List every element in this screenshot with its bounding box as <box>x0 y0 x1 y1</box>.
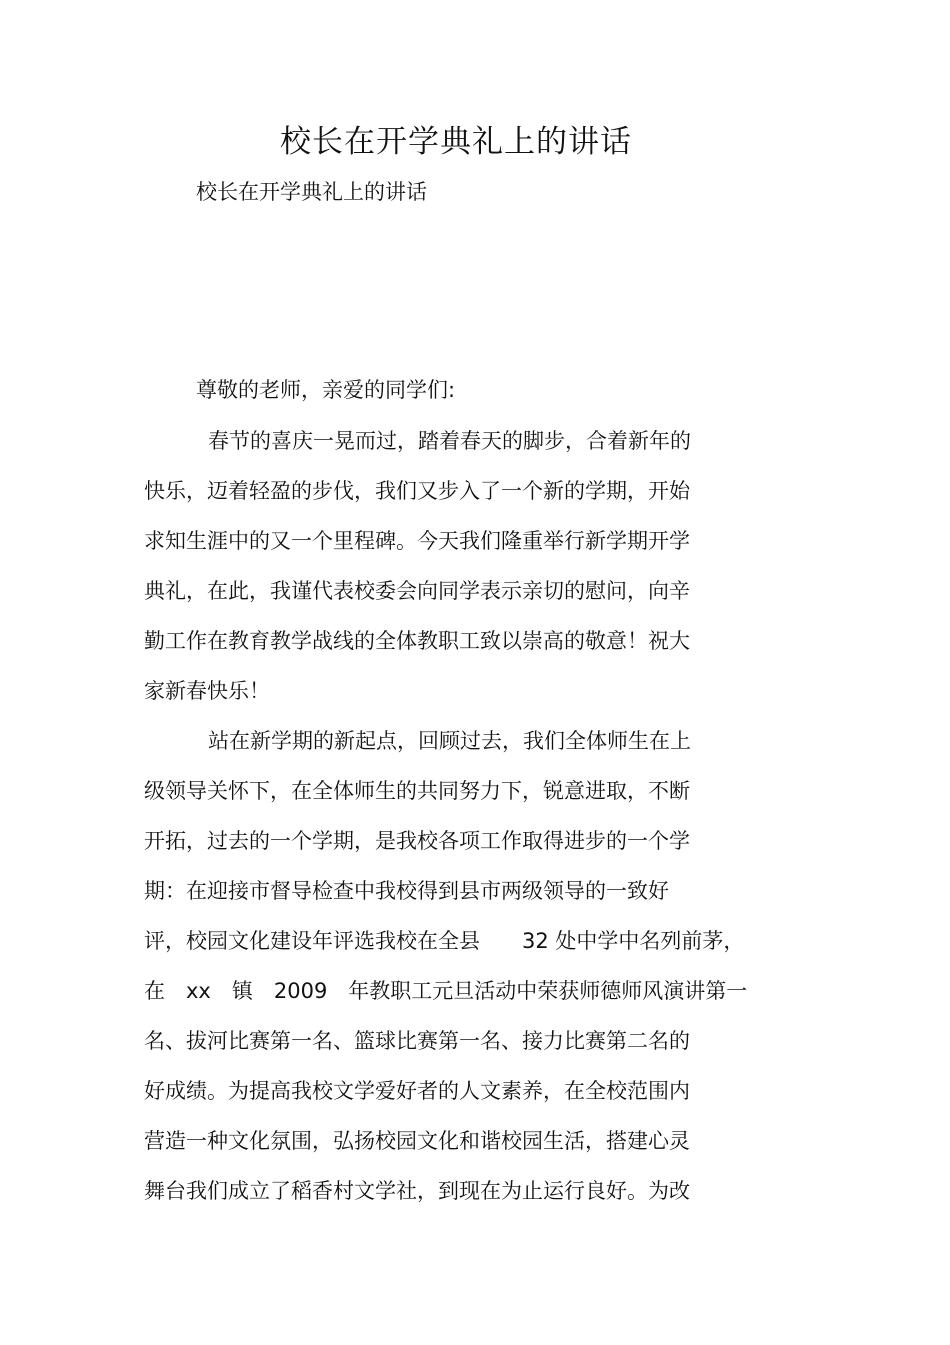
paragraph-1 <box>144 416 804 716</box>
paragraph-line: 舞台我们成立了稻香村文学社，到现在为止运行良好。为改 <box>144 1179 690 1203</box>
paragraph-line: 求知生涯中的又一个里程碑。今天我们隆重举行新学期开学 <box>144 529 690 553</box>
paragraph-line: 期：在迎接市督导检查中我校得到县市两级领导的一致好 <box>144 879 669 903</box>
document-title: 校长在开学典礼上的讲话 <box>280 124 632 160</box>
paragraph-line: 在 xx 镇 2009 年教职工元旦活动中荣获师德师风演讲第一 <box>144 979 748 1003</box>
paragraph-line: 名、拔河比赛第一名、篮球比赛第一名、接力比赛第二名的 <box>144 1029 690 1053</box>
paragraph-line: 家新春快乐！ <box>144 679 270 703</box>
paragraph-line: 营造一种文化氛围，弘扬校园文化和谐校园生活，搭建心灵 <box>144 1129 690 1153</box>
paragraph-line: 开拓，过去的一个学期，是我校各项工作取得进步的一个学 <box>144 829 690 853</box>
paragraph-line: 级领导关怀下，在全体师生的共同努力下，锐意进取，不断 <box>144 779 690 803</box>
paragraph-2 <box>144 716 804 1216</box>
paragraph-line: 评，校园文化建设年评选我校在全县 32 处中学中名列前茅， <box>144 929 745 953</box>
paragraph-line: 好成绩。为提高我校文学爱好者的人文素养，在全校范围内 <box>144 1079 690 1103</box>
paragraph-line: 站在新学期的新起点，回顾过去，我们全体师生在上 <box>208 729 691 753</box>
document-subtitle: 校长在开学典礼上的讲话 <box>196 180 427 204</box>
paragraph-line: 快乐，迈着轻盈的步伐，我们又步入了一个新的学期，开始 <box>144 479 690 503</box>
paragraph-line: 春节的喜庆一晃而过，踏着春天的脚步，合着新年的 <box>208 429 691 453</box>
paragraph-line: 典礼，在此，我谨代表校委会向同学表示亲切的慰问，向辛 <box>144 579 690 603</box>
salutation: 尊敬的老师，亲爱的同学们: <box>196 378 456 402</box>
paragraph-line: 勤工作在教育教学战线的全体教职工致以崇高的敬意！祝大 <box>144 629 690 653</box>
